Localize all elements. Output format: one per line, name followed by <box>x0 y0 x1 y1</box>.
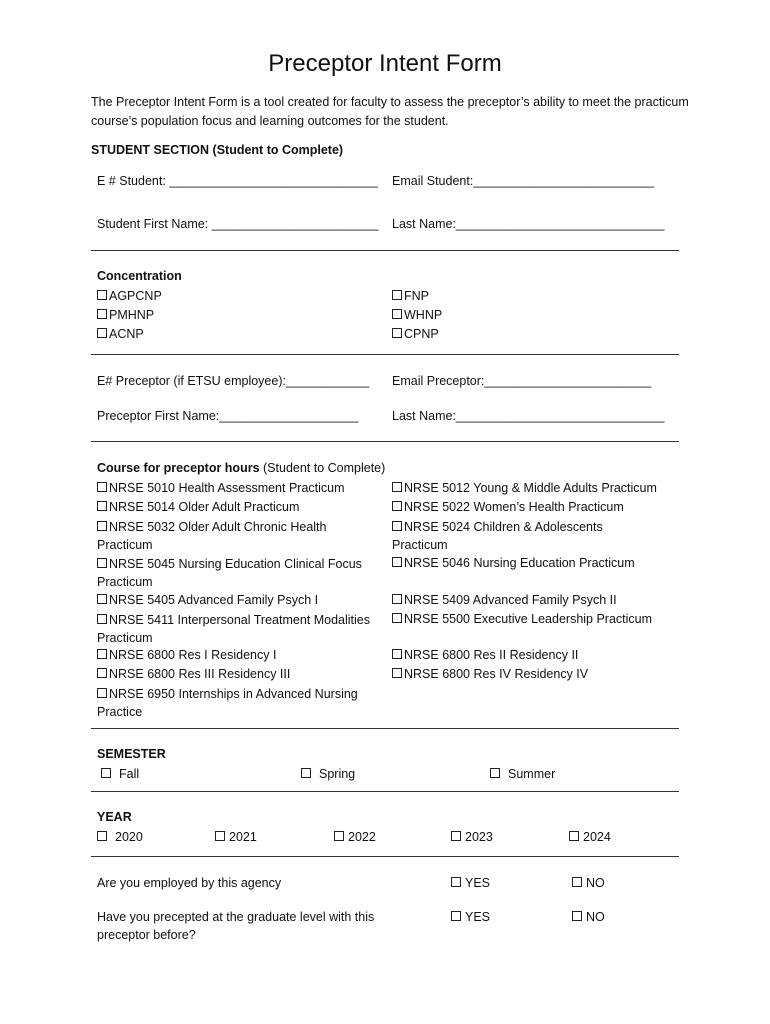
student-last-name-field[interactable]: Last Name:______________________________ <box>392 217 665 231</box>
course-option[interactable]: NRSE 5022 Women’s Health Practicum <box>392 500 624 514</box>
preceptor-e-number-field[interactable]: E# Preceptor (if ETSU employee):____________ <box>97 374 370 388</box>
checkbox-icon[interactable] <box>451 831 461 841</box>
checkbox-icon[interactable] <box>392 309 402 319</box>
student-email-field[interactable]: Email Student:__________________________ <box>392 174 655 188</box>
course-option[interactable]: NRSE 5405 Advanced Family Psych I <box>97 593 318 607</box>
checkbox-icon[interactable] <box>392 557 402 567</box>
checkbox-icon[interactable] <box>392 482 402 492</box>
checkbox-icon[interactable] <box>101 768 111 778</box>
checkbox-icon[interactable] <box>215 831 225 841</box>
checkbox-icon[interactable] <box>451 911 461 921</box>
course-option[interactable]: NRSE 6800 Res IV Residency IV <box>392 667 588 681</box>
course-option[interactable]: NRSE 5012 Young & Middle Adults Practicum <box>392 481 657 495</box>
course-option[interactable]: NRSE 5500 Executive Leadership Practicum <box>392 612 652 626</box>
checkbox-icon[interactable] <box>97 309 107 319</box>
checkbox-icon[interactable] <box>97 831 107 841</box>
semester-option-fall[interactable]: Fall <box>101 767 139 781</box>
checkbox-icon[interactable] <box>97 668 107 678</box>
concentration-option-pmhnp[interactable]: PMHNP <box>97 308 154 322</box>
question-precepted-no[interactable]: NO <box>572 910 605 924</box>
checkbox-icon[interactable] <box>301 768 311 778</box>
checkbox-icon[interactable] <box>97 501 107 511</box>
checkbox-icon[interactable] <box>97 614 107 624</box>
checkbox-icon[interactable] <box>97 290 107 300</box>
question-employed-no[interactable]: NO <box>572 876 605 890</box>
concentration-option-fnp[interactable]: FNP <box>392 289 429 303</box>
preceptor-last-name-field[interactable]: Last Name:______________________________ <box>392 409 665 423</box>
checkbox-icon[interactable] <box>490 768 500 778</box>
course-option[interactable]: NRSE 5411 Interpersonal Treatment Modalities Practicum <box>97 613 371 645</box>
course-option[interactable]: NRSE 5409 Advanced Family Psych II <box>392 593 617 607</box>
concentration-option-cpnp[interactable]: CPNP <box>392 327 439 341</box>
concentration-heading: Concentration <box>97 269 182 283</box>
course-heading: Course for preceptor hours (Student to Complete) <box>97 461 386 475</box>
checkbox-icon[interactable] <box>97 328 107 338</box>
question-employed-label: Are you employed by this agency <box>97 876 282 890</box>
divider <box>91 250 679 251</box>
preceptor-first-name-field[interactable]: Preceptor First Name:____________________ <box>97 409 359 423</box>
concentration-option-whnp[interactable]: WHNP <box>392 308 442 322</box>
divider <box>91 856 679 857</box>
divider <box>91 791 679 792</box>
course-option[interactable]: NRSE 5024 Children & Adolescents Practicum <box>392 520 603 552</box>
checkbox-icon[interactable] <box>97 649 107 659</box>
course-option[interactable]: NRSE 6800 Res II Residency II <box>392 648 578 662</box>
checkbox-icon[interactable] <box>97 558 107 568</box>
year-option-2020[interactable]: 2020 <box>97 830 143 844</box>
student-section-heading: STUDENT SECTION (Student to Complete) <box>91 143 344 157</box>
checkbox-icon[interactable] <box>97 688 107 698</box>
semester-heading: SEMESTER <box>97 747 166 761</box>
checkbox-icon[interactable] <box>572 911 582 921</box>
course-option[interactable]: NRSE 5045 Nursing Education Clinical Focus Practicum <box>97 557 362 589</box>
course-option[interactable]: NRSE 6950 Internships in Advanced Nursing Practice <box>97 687 358 719</box>
concentration-option-acnp[interactable]: ACNP <box>97 327 144 341</box>
course-option[interactable]: NRSE 5010 Health Assessment Practicum <box>97 481 345 495</box>
form-title: Preceptor Intent Form <box>268 50 502 77</box>
checkbox-icon[interactable] <box>334 831 344 841</box>
course-option[interactable]: NRSE 5014 Older Adult Practicum <box>97 500 299 514</box>
divider <box>91 441 679 442</box>
question-precepted-yes[interactable]: YES <box>451 910 490 924</box>
year-option-2022[interactable]: 2022 <box>334 830 376 844</box>
checkbox-icon[interactable] <box>451 877 461 887</box>
checkbox-icon[interactable] <box>392 290 402 300</box>
concentration-option-agpcnp[interactable]: AGPCNP <box>97 289 162 303</box>
year-option-2023[interactable]: 2023 <box>451 830 493 844</box>
question-employed-yes[interactable]: YES <box>451 876 490 890</box>
student-first-name-field[interactable]: Student First Name: ________________________ <box>97 217 379 231</box>
semester-option-spring[interactable]: Spring <box>301 767 355 781</box>
checkbox-icon[interactable] <box>392 668 402 678</box>
year-option-2024[interactable]: 2024 <box>569 830 611 844</box>
checkbox-icon[interactable] <box>97 594 107 604</box>
checkbox-icon[interactable] <box>392 328 402 338</box>
course-option[interactable]: NRSE 6800 Res III Residency III <box>97 667 290 681</box>
checkbox-icon[interactable] <box>392 613 402 623</box>
checkbox-icon[interactable] <box>572 877 582 887</box>
checkbox-icon[interactable] <box>97 482 107 492</box>
course-option[interactable]: NRSE 5032 Older Adult Chronic Health Practicum <box>97 520 327 552</box>
checkbox-icon[interactable] <box>392 501 402 511</box>
semester-option-summer[interactable]: Summer <box>490 767 555 781</box>
question-precepted-label: Have you precepted at the graduate level with this preceptor before? <box>97 910 375 942</box>
course-heading-note: (Student to Complete) <box>263 461 386 475</box>
divider <box>91 728 679 729</box>
checkbox-icon[interactable] <box>97 521 107 531</box>
year-heading: YEAR <box>97 810 132 824</box>
checkbox-icon[interactable] <box>392 594 402 604</box>
checkbox-icon[interactable] <box>392 521 402 531</box>
preceptor-email-field[interactable]: Email Preceptor:________________________ <box>392 374 652 388</box>
course-option[interactable]: NRSE 5046 Nursing Education Practicum <box>392 556 635 570</box>
checkbox-icon[interactable] <box>569 831 579 841</box>
course-option[interactable]: NRSE 6800 Res I Residency I <box>97 648 276 662</box>
student-e-number-field[interactable]: E # Student: ______________________________ <box>97 174 378 188</box>
divider <box>91 354 679 355</box>
checkbox-icon[interactable] <box>392 649 402 659</box>
intro-paragraph: The Preceptor Intent Form is a tool created for faculty to assess the preceptor’s ability to meet the practicum course’s population focus and learning outcomes for the student. <box>91 95 689 128</box>
year-option-2021[interactable]: 2021 <box>215 830 257 844</box>
